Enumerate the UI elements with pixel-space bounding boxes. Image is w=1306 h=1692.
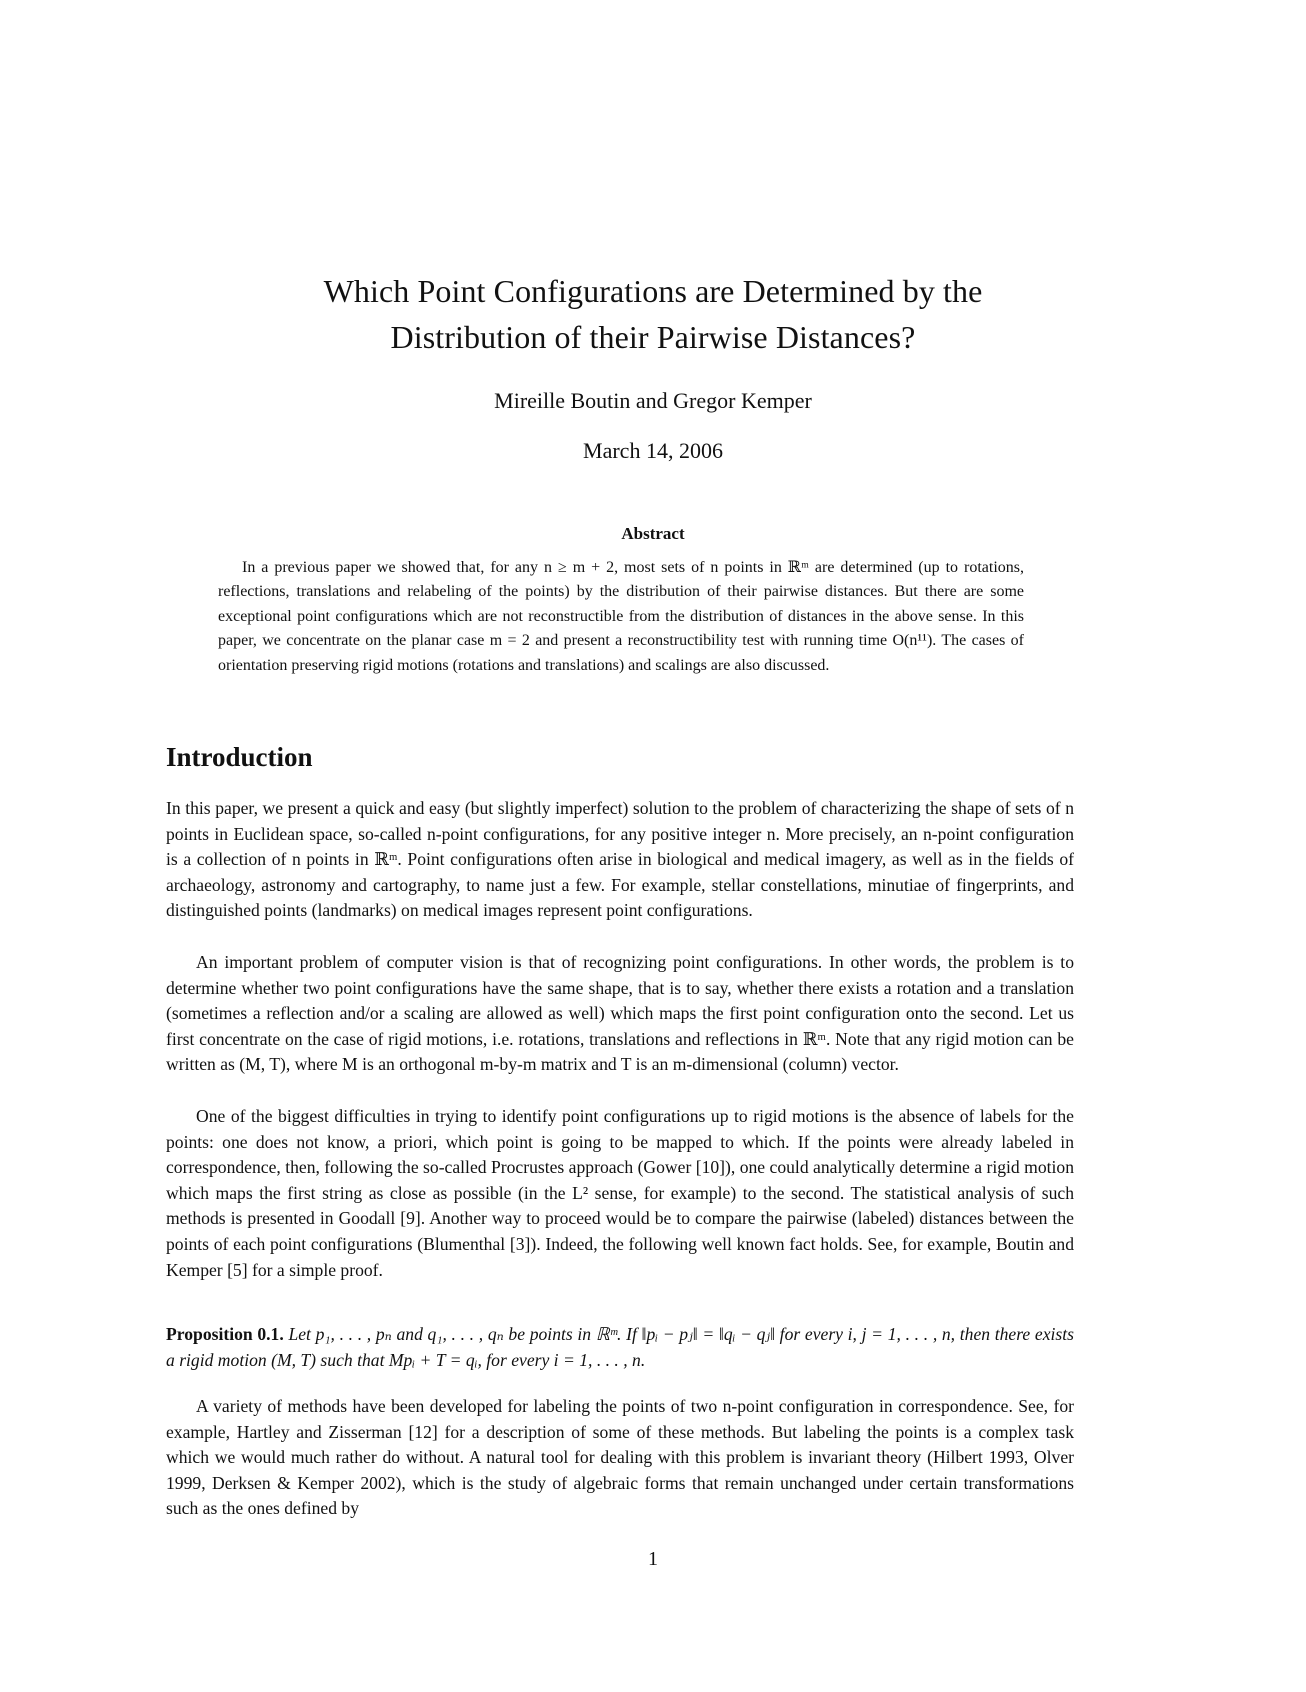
proposition-label: Proposition 0.1. [166, 1324, 284, 1344]
section-heading-introduction: Introduction [166, 742, 313, 772]
title-line-2: Distribution of their Pairwise Distances? [390, 319, 916, 355]
proposition-text: Let p₁, . . . , pₙ and q₁, . . . , qₙ be points in ℝᵐ. If ‖pᵢ − pⱼ‖ = ‖qᵢ − qⱼ‖ for every i, j = 1, . . . , n, then there exists a rigid motion (M, T) such that Mpᵢ + T = qᵢ, for every i = 1, . . . , n. [166, 1324, 1074, 1370]
proposition [166, 1322, 1074, 1373]
abstract-heading: Abstract [621, 524, 685, 543]
intro-paragraph-2: An important problem of computer vision is that of recognizing point configurations. In other words, the problem is to determine whether two point configurations have the same shape, that is to say, whether there exists a rotation and a translation (sometimes a reflection and/or a scaling are allowed as well) which maps the first point configuration onto the second. Let us first concentrate on the case of rigid motions, i.e. rotations, translations and reflections in ℝᵐ. Note that any rigid motion can be written as (M, T), where M is an orthogonal m-by-m matrix and T is an m-dimensional (column) vector. [166, 952, 1074, 1075]
paper-date: March 14, 2006 [583, 438, 723, 463]
paper-title [150, 268, 1156, 360]
intro-paragraph-1: In this paper, we present a quick and easy (but slightly imperfect) solution to the problem of characterizing the shape of sets of n points in Euclidean space, so-called n-point configurations, for any positive integer n. More precisely, an n-point configuration is a collection of n points in ℝᵐ. Point configurations often arise in biological and medical imagery, as well as in the fields of archaeology, astronomy and cartography, to name just a few. For example, stellar constellations, minutiae of fingerprints, and distinguished points (landmarks) on medical images represent point configurations. [166, 798, 1074, 921]
intro-paragraph-4: A variety of methods have been developed for labeling the points of two n-point configuration in correspondence. See, for example, Hartley and Zisserman [12] for a description of some of these methods. But labeling the points is a complex task which we would much rather do without. A natural tool for dealing with this problem is invariant theory (Hilbert 1993, Olver 1999, Derksen & Kemper 2002), which is the study of algebraic forms that remain unchanged under certain transformations such as the ones defined by [166, 1396, 1074, 1519]
title-line-1: Which Point Configurations are Determined by the [323, 273, 983, 309]
abstract-text: In a previous paper we showed that, for any n ≥ m + 2, most sets of n points in ℝᵐ are determined (up to rotations, reflections, translations and relabeling of the points) by the distribution of their pairwise distances. But there are some exceptional point configurations which are not reconstructible from the distribution of distances in the above sense. In this paper, we concentrate on the planar case m = 2 and present a reconstructibility test with running time O(n¹¹). The cases of orientation preserving rigid motions (rotations and translations) and scalings are also discussed. [218, 559, 1024, 674]
page-number: 1 [648, 1548, 658, 1570]
intro-paragraph-3: One of the biggest difficulties in trying to identify point configurations up to rigid motions is the absence of labels for the points: one does not know, a priori, which point is going to be mapped to which. If the points were already labeled in correspondence, then, following the so-called Procrustes approach (Gower [10]), one could analytically determine a rigid motion which maps the first string as close as possible (in the L² sense, for example) to the second. The statistical analysis of such methods is presented in Goodall [9]. Another way to proceed would be to compare the pairwise (labeled) distances between the points of each point configurations (Blumenthal [3]). Indeed, the following well known fact holds. See, for example, Boutin and Kemper [5] for a simple proof. [166, 1106, 1074, 1280]
author-list: Mireille Boutin and Gregor Kemper [494, 388, 812, 413]
